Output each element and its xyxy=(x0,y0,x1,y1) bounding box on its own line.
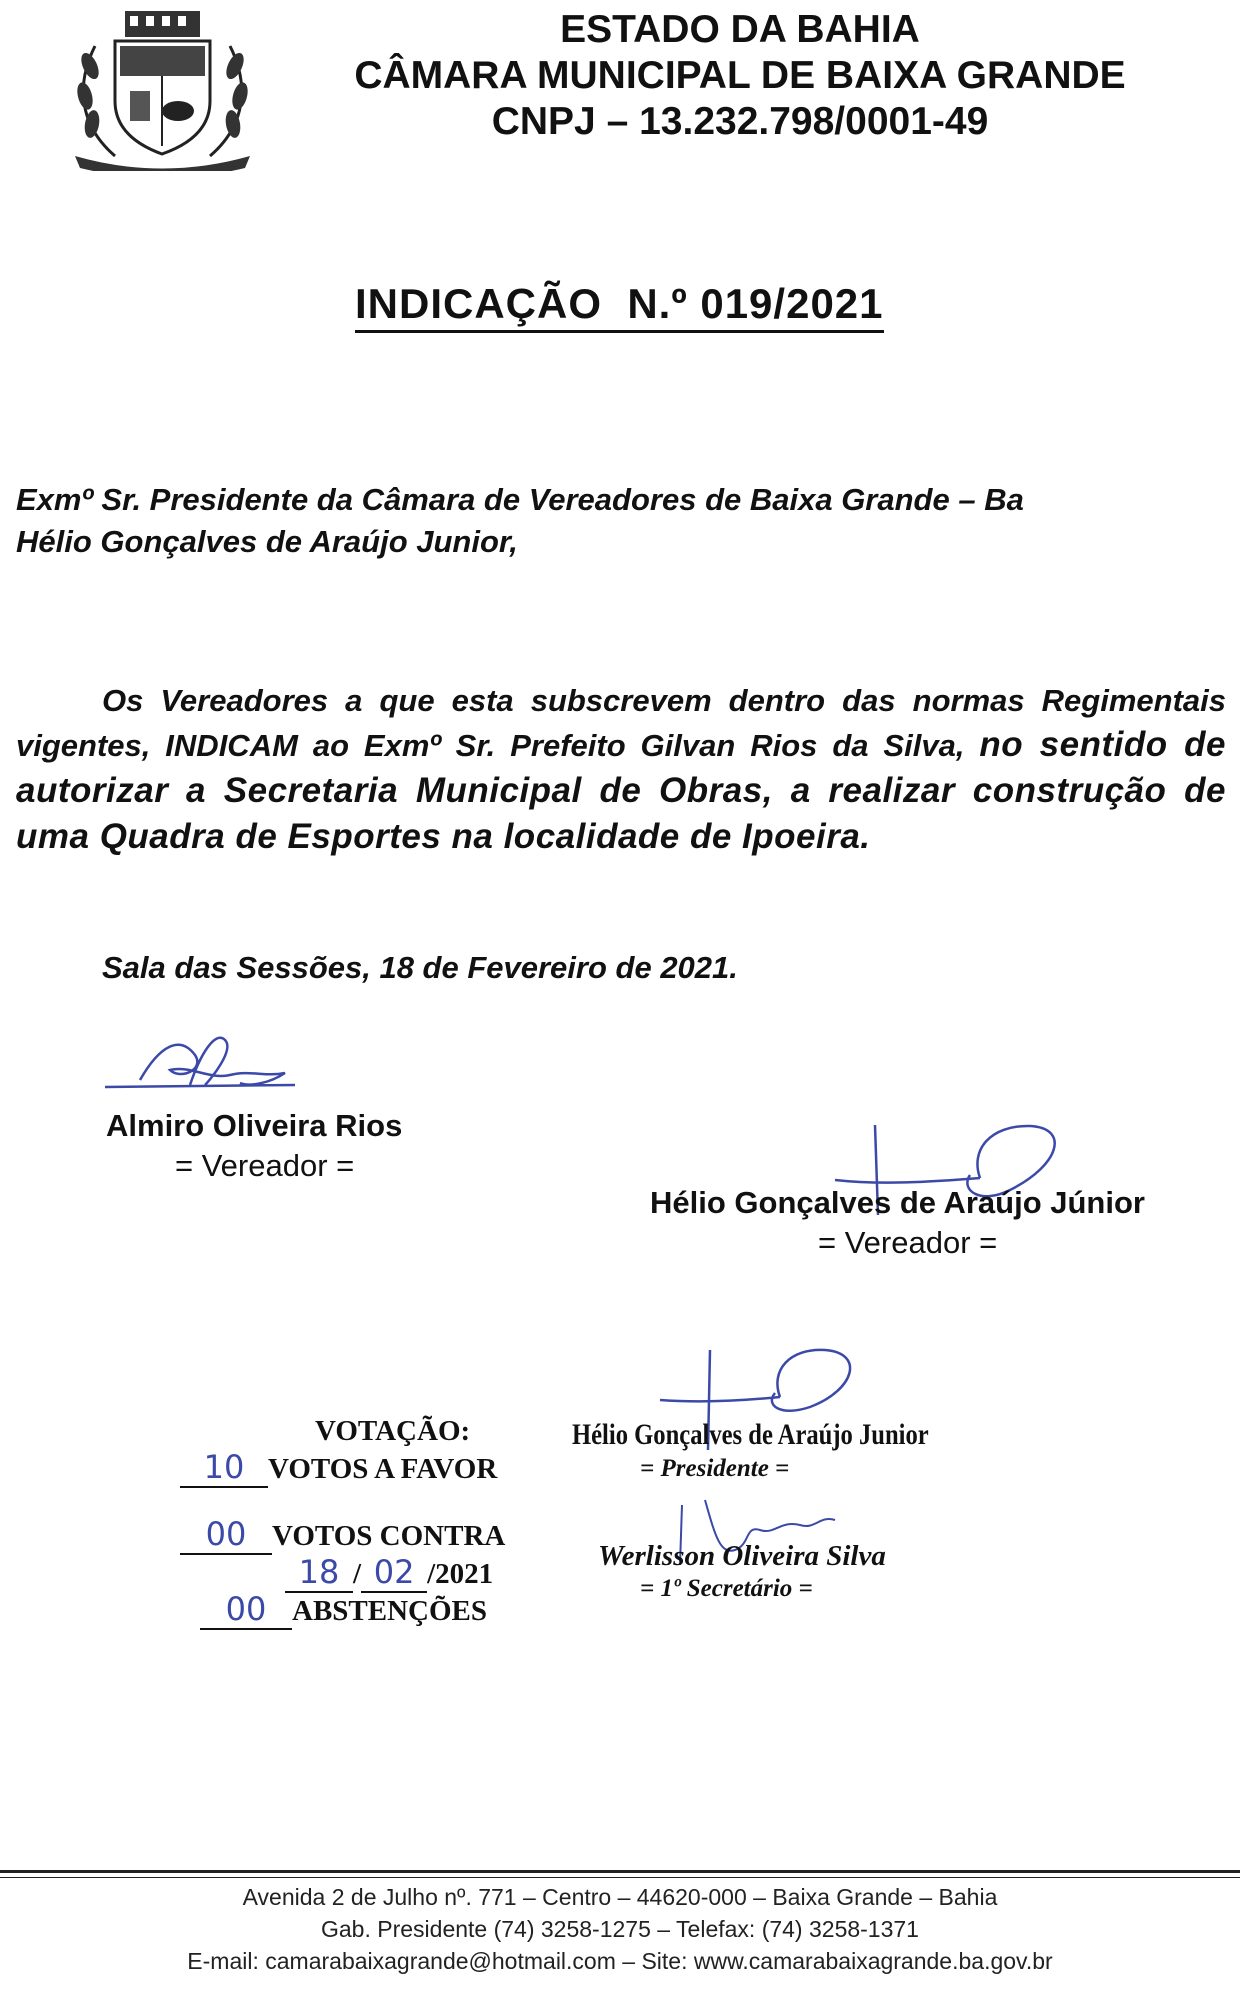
addressee-name: Hélio Gonçalves de Araújo Junior, xyxy=(16,524,518,559)
abstentions-count: 00 xyxy=(200,1590,292,1630)
header-chamber: CÂMARA MUNICIPAL DE BAIXA GRANDE xyxy=(354,54,1126,97)
signatory-1-name: Almiro Oliveira Rios xyxy=(106,1108,403,1143)
municipal-crest-icon xyxy=(60,6,265,171)
votes-in-favor-label: VOTOS A FAVOR xyxy=(268,1453,498,1485)
voting-date-month: 02 xyxy=(361,1553,427,1593)
footer-rule-thin xyxy=(0,1877,1240,1878)
voting-date-row xyxy=(285,1553,493,1593)
votes-in-favor-row xyxy=(180,1448,497,1488)
abstentions-row xyxy=(200,1590,487,1630)
footer-contact: E-mail: camarabaixagrande@hotmail.com – Site: www.camarabaixagrande.ba.gov.br xyxy=(187,1948,1053,1974)
voting-date-separator: / xyxy=(353,1558,362,1590)
president-name: Hélio Gonçalves de Araújo Junior xyxy=(572,1418,929,1451)
body-part-1: Os Vereadores a que esta subscrevem dentro das normas Regimentais vigentes, INDICAM ao Exmº Sr. Prefeito Gilvan Rios da Silva, xyxy=(16,683,1226,763)
votes-against-count: 00 xyxy=(180,1515,272,1555)
voting-date-year: /2021 xyxy=(427,1558,494,1590)
indication-body xyxy=(16,680,1226,860)
footer-rule xyxy=(0,1870,1240,1873)
signatory-1-role: = Vereador = xyxy=(175,1148,355,1183)
signatory-2-name: Hélio Gonçalves de Araújo Júnior xyxy=(650,1185,1145,1220)
signatory-2-role: = Vereador = xyxy=(818,1225,998,1260)
votes-in-favor-count: 10 xyxy=(180,1448,268,1488)
body-part-2: no sentido de autorizar a Secretaria Municipal de Obras, a realizar construção de uma Quadra de Esportes na localidade de Ipoeira. xyxy=(16,725,1226,856)
voting-title: VOTAÇÃO: xyxy=(315,1415,471,1447)
addressee-line-1: Exmº Sr. Presidente da Câmara de Vereadores de Baixa Grande – Ba xyxy=(16,482,1024,517)
header-state: ESTADO DA BAHIA xyxy=(560,8,920,51)
secretary-name: Werlisson Oliveira Silva xyxy=(598,1540,886,1572)
secretary-role: = 1º Secretário = xyxy=(640,1575,813,1602)
document-title: INDICAÇÃO N.º 019/2021 xyxy=(355,280,884,333)
signature-almiro xyxy=(100,1025,300,1095)
abstentions-label: ABSTENÇÕES xyxy=(292,1595,488,1627)
footer-address: Avenida 2 de Julho nº. 771 – Centro – 44620-000 – Baixa Grande – Bahia xyxy=(242,1884,998,1910)
footer-phones: Gab. Presidente (74) 3258-1275 – Telefax: (74) 3258-1371 xyxy=(321,1916,919,1942)
votes-against-row xyxy=(180,1515,505,1555)
votes-against-label: VOTOS CONTRA xyxy=(272,1520,506,1552)
header-cnpj: CNPJ – 13.232.798/0001-49 xyxy=(491,100,989,143)
place-date: Sala das Sessões, 18 de Fevereiro de 2021. xyxy=(102,950,738,985)
president-role: = Presidente = xyxy=(640,1455,790,1482)
voting-date-day: 18 xyxy=(285,1553,353,1593)
